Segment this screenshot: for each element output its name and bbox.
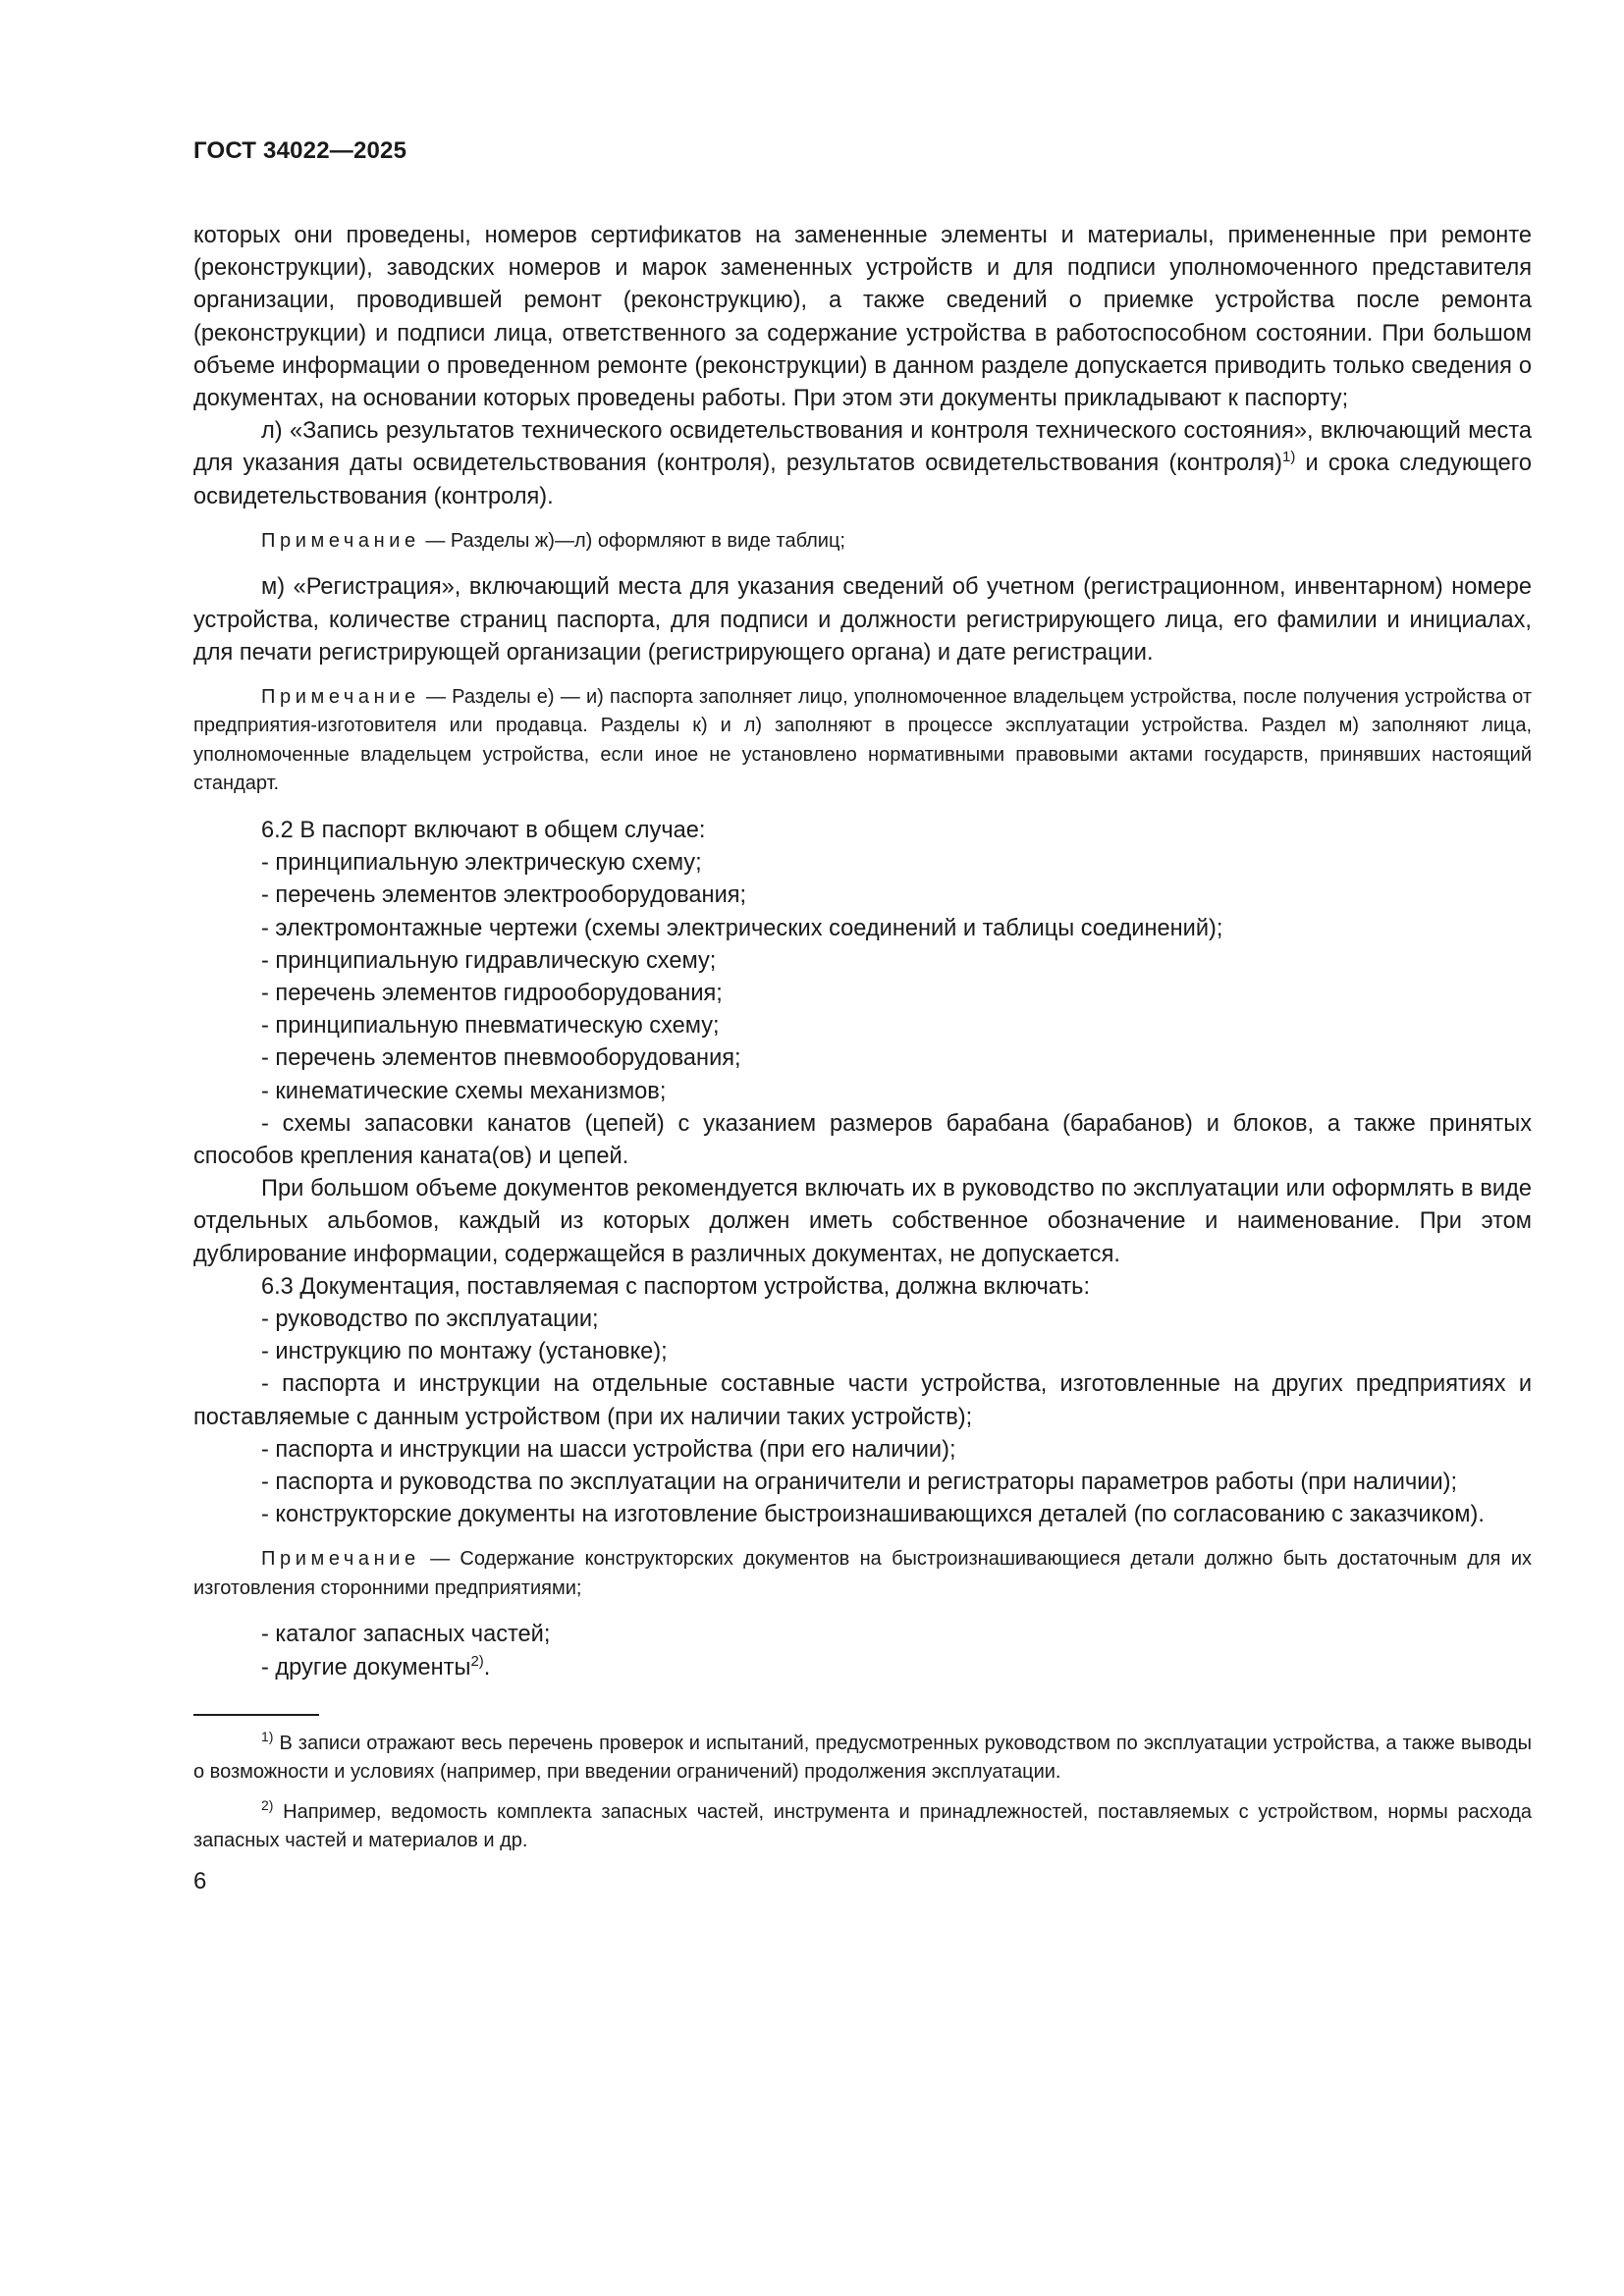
section-6-2-item: - перечень элементов гидрооборудования;: [261, 980, 723, 1006]
paragraph-continued: которых они проведены, номеров сертификатов на замененные элементы и материалы, примененные при ремонте (реконструкции), заводских номеров и марок замененных устройств и для подписи уполномоченного представителя организации, проводившей ремонт (реконструкцию), а также сведений о приемке устройства после ремонта (реконструкции) и подписи лица, ответственного за содержание устройства в работоспособном состоянии. При большом объеме информации о проведенном ремонте (реконструкции) в данном разделе допускается приводить только сведения о документах, на основании которых проведены работы. При этом эти документы прикладывают к паспорту;: [193, 223, 1532, 412]
section-6-3-item: - каталог запасных частей;: [261, 1622, 551, 1648]
section-6-2-item: - кинематические схемы механизмов;: [261, 1078, 667, 1104]
footnote-2: [193, 1798, 1532, 1855]
note-3: [193, 1545, 1532, 1603]
section-6-2-item: - принципиальную электрическую схему;: [261, 850, 702, 877]
note-label: Примечание: [261, 685, 420, 708]
section-6-3-intro: 6.3 Документация, поставляемая с паспортом устройства, должна включать:: [261, 1273, 1091, 1300]
note-1: [193, 527, 1532, 557]
note-text: — Разделы е) — и) паспорта заполняет лицо, уполномоченное владельцем устройства, после получения устройства от предприятия-изготовителя или продавца. Разделы к) и л) заполняют в процессе эксплуатации устройства. Раздел м) заполняют лица, уполномоченные владельцем устройства, если иное не установлено нормативными правовыми актами государств, принявших настоящий стандарт.: [193, 685, 1532, 795]
footnote-ref-1[interactable]: 1): [1282, 449, 1296, 466]
note-2: [193, 683, 1532, 799]
footnote-text: Например, ведомость комплекта запасных частей, инструмента и принадлежностей, поставляемых с устройством, нормы расхода запасных частей и материалов и др.: [193, 1801, 1532, 1852]
section-6-2-item: - принципиальную пневматическую схему;: [261, 1013, 720, 1040]
document-page: [193, 137, 1532, 1896]
section-6-2-item: - перечень элементов электрооборудования;: [261, 882, 747, 909]
section-6-3-item-end: .: [483, 1654, 491, 1681]
note-label: Примечание: [261, 1548, 420, 1571]
document-code-header: ГОСТ 34022—2025: [193, 137, 407, 164]
section-6-3-item: [193, 1652, 1532, 1684]
section-6-3-item: - паспорта и инструкции на отдельные составные части устройства, изготовленные на других предприятиях и поставляемые с данным устройством (при их наличии таких устройств);: [193, 1371, 1532, 1430]
section-6-3-item: - паспорта и инструкции на шасси устройства (при его наличии);: [261, 1436, 956, 1463]
section-6-2-item: - схемы запасовки канатов (цепей) с указанием размеров барабана (барабанов) и блоков, а также принятых способов крепления каната(ов) и цепей.: [193, 1110, 1532, 1169]
note-text: — Содержание конструкторских документов на быстроизнашивающиеся детали должно быть достаточным для их изготовления сторонними предприятиями;: [193, 1548, 1532, 1599]
footnote-mark: 1): [261, 1728, 274, 1744]
section-6-2-paragraph: При большом объеме документов рекомендуется включать их в руководство по эксплуатации или оформлять в виде отдельных альбомов, каждый из которых должен иметь собственное обозначение и наименование. При этом дублирование информации, содержащейся в различных документах, не допускается.: [193, 1176, 1532, 1267]
footnote-1: [193, 1730, 1532, 1787]
list-item-l: [193, 415, 1532, 513]
footnote-divider: [193, 1714, 319, 1716]
footnote-text: В записи отражают весь перечень проверок и испытаний, предусмотренных руководством по эксплуатации устройства, а также выводы о возможности и условиях (например, при введении ограничений) продолжения эксплуатации.: [193, 1732, 1532, 1784]
footnote-mark: 2): [261, 1797, 274, 1814]
note-label: Примечание: [261, 529, 420, 552]
section-6-3-item-text: - другие документы: [261, 1654, 471, 1681]
footnote-ref-2[interactable]: 2): [470, 1652, 484, 1670]
section-6-2-item: - электромонтажные чертежи (схемы электрических соединений и таблицы соединений);: [261, 915, 1223, 941]
section-6-3-item: - инструкцию по монтажу (установке);: [261, 1339, 668, 1365]
note-text: — Разделы ж)—л) оформляют в виде таблиц;: [419, 529, 845, 552]
section-6-2-intro: 6.2 В паспорт включают в общем случае:: [261, 817, 706, 843]
section-6-3-item: - конструкторские документы на изготовление быстроизнашивающихся деталей (по согласованию с заказчиком).: [261, 1502, 1485, 1528]
list-item-m: м) «Регистрация», включающий места для указания сведений об учетном (регистрационном, инвентарном) номере устройства, количестве страниц паспорта, для подписи и должности регистрирующего лица, его фамилии и инициалах, для печати регистрирующей организации (регистрирующего органа) и дате регистрации.: [193, 574, 1532, 666]
section-6-3-item: - руководство по эксплуатации;: [261, 1306, 599, 1332]
list-item-l-text-end: и срока следующего освидетельствования (контроля).: [193, 451, 1532, 509]
section-6-3-item: - паспорта и руководства по эксплуатации на ограничители и регистраторы параметров работы (при наличии);: [261, 1469, 1458, 1495]
page-number: 6: [193, 1867, 207, 1895]
section-6-2-item: - перечень элементов пневмооборудования;: [261, 1045, 741, 1072]
section-6-2-item: - принципиальную гидравлическую схему;: [261, 947, 717, 974]
list-item-l-text: л) «Запись результатов технического освидетельствования и контроля технического состояния», включающий места для указания даты освидетельствования (контроля), результатов освидетельствования (контроля): [193, 418, 1532, 477]
